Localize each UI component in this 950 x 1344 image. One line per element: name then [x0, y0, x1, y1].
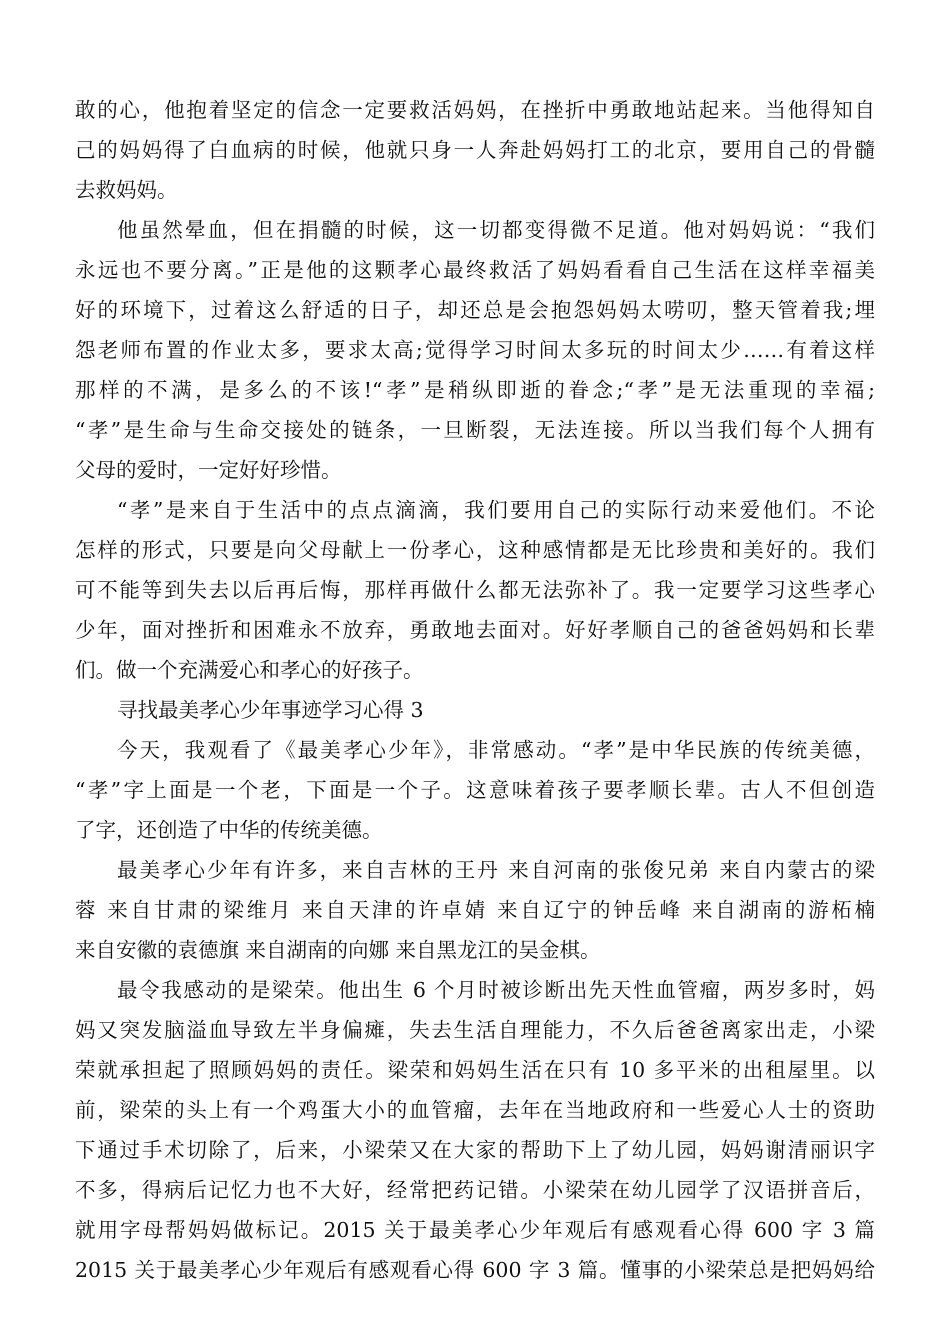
text-line-11: “孝”是来自于生活中的点点滴滴，我们要用自己的实际行动来爱他们。不论: [117, 498, 875, 522]
text-line-29: 就用字母帮妈妈做标记。2015 关于最美孝心少年观后有感观看心得 600 字 3 篇: [75, 1218, 875, 1242]
text-line-12: 怎样的形式，只要是向父母献上一份孝心，这种感情都是无比珍贵和美好的。我们: [75, 538, 875, 562]
text-line-8: 那样的不满，是多么的不该!“孝”是稍纵即逝的眷念;“孝”是无法重现的幸福;: [75, 378, 875, 402]
text-line-1: 敢的心，他抱着坚定的信念一定要救活妈妈，在挫折中勇敢地站起来。当他得知自: [75, 98, 875, 122]
text-line-4: 他虽然晕血，但在捐髓的时候，这一切都变得微不足道。他对妈妈说：“我们: [117, 218, 875, 242]
text-line-21: 蓉 来自甘肃的梁维月 来自天津的许卓婧 来自辽宁的钟岳峰 来自湖南的游柘楠: [75, 898, 875, 922]
text-line-10: 父母的爱时，一定好好珍惜。: [75, 458, 342, 482]
section-heading: 寻找最美孝心少年事迹学习心得 3: [117, 698, 424, 722]
text-line-25: 荣就承担起了照顾妈妈的责任。梁荣和妈妈生活在只有 10 多平米的出租屋里。以: [75, 1058, 875, 1082]
text-line-7: 怨老师布置的作业太多，要求太高;觉得学习时间太多玩的时间太少……有着这样: [75, 338, 875, 362]
text-line-13: 可不能等到失去以后再后悔，那样再做什么都无法弥补了。我一定要学习这些孝心: [75, 578, 875, 602]
text-line-2: 己的妈妈得了白血病的时候，他就只身一人奔赴妈妈打工的北京，要用自己的骨髓: [75, 138, 875, 162]
text-line-22: 来自安徽的袁德旗 来自湖南的向娜 来自黑龙江的吴金棋。: [75, 938, 601, 962]
text-line-28: 不多，得病后记忆力也不大好，经常把药记错。小梁荣在幼儿园学了汉语拼音后，: [75, 1178, 875, 1202]
text-line-20: 最美孝心少年有许多，来自吉林的王丹 来自河南的张俊兄弟 来自内蒙古的梁: [117, 858, 875, 882]
text-line-18: “孝”字上面是一个老，下面是一个子。这意味着孩子要孝顺长辈。古人不但创造: [75, 778, 875, 802]
text-line-5: 永远也不要分离。”正是他的这颗孝心最终救活了妈妈看看自己生活在这样幸福美: [75, 258, 875, 282]
text-line-26: 前，梁荣的头上有一个鸡蛋大小的血管瘤，去年在当地政府和一些爱心人士的资助: [75, 1098, 875, 1122]
text-line-27: 下通过手术切除了，后来，小梁荣又在大家的帮助下上了幼儿园，妈妈谢清丽识字: [75, 1138, 875, 1162]
text-line-30: 2015 关于最美孝心少年观后有感观看心得 600 字 3 篇。懂事的小梁荣总是把妈妈给: [75, 1258, 875, 1282]
text-line-23: 最令我感动的是梁荣。他出生 6 个月时被诊断出先天性血管瘤，两岁多时，妈: [117, 978, 875, 1002]
text-line-3: 去救妈妈。: [75, 178, 178, 202]
text-line-17: 今天，我观看了《最美孝心少年》，非常感动。“孝”是中华民族的传统美德，: [117, 738, 875, 762]
text-line-24: 妈又突发脑溢血导致左半身偏瘫，失去生活自理能力，不久后爸爸离家出走，小梁: [75, 1018, 875, 1042]
text-line-15: 们。做一个充满爱心和孝心的好孩子。: [75, 658, 424, 682]
text-line-19: 了字，还创造了中华的传统美德。: [75, 818, 383, 842]
text-line-6: 好的环境下，过着这么舒适的日子，却还总是会抱怨妈妈太唠叨，整天管着我;埋: [75, 298, 875, 322]
text-line-9: “孝”是生命与生命交接处的链条，一旦断裂，无法连接。所以当我们每个人拥有: [75, 418, 875, 442]
text-line-14: 少年，面对挫折和困难永不放弃，勇敢地去面对。好好孝顺自己的爸爸妈妈和长辈: [75, 618, 875, 642]
